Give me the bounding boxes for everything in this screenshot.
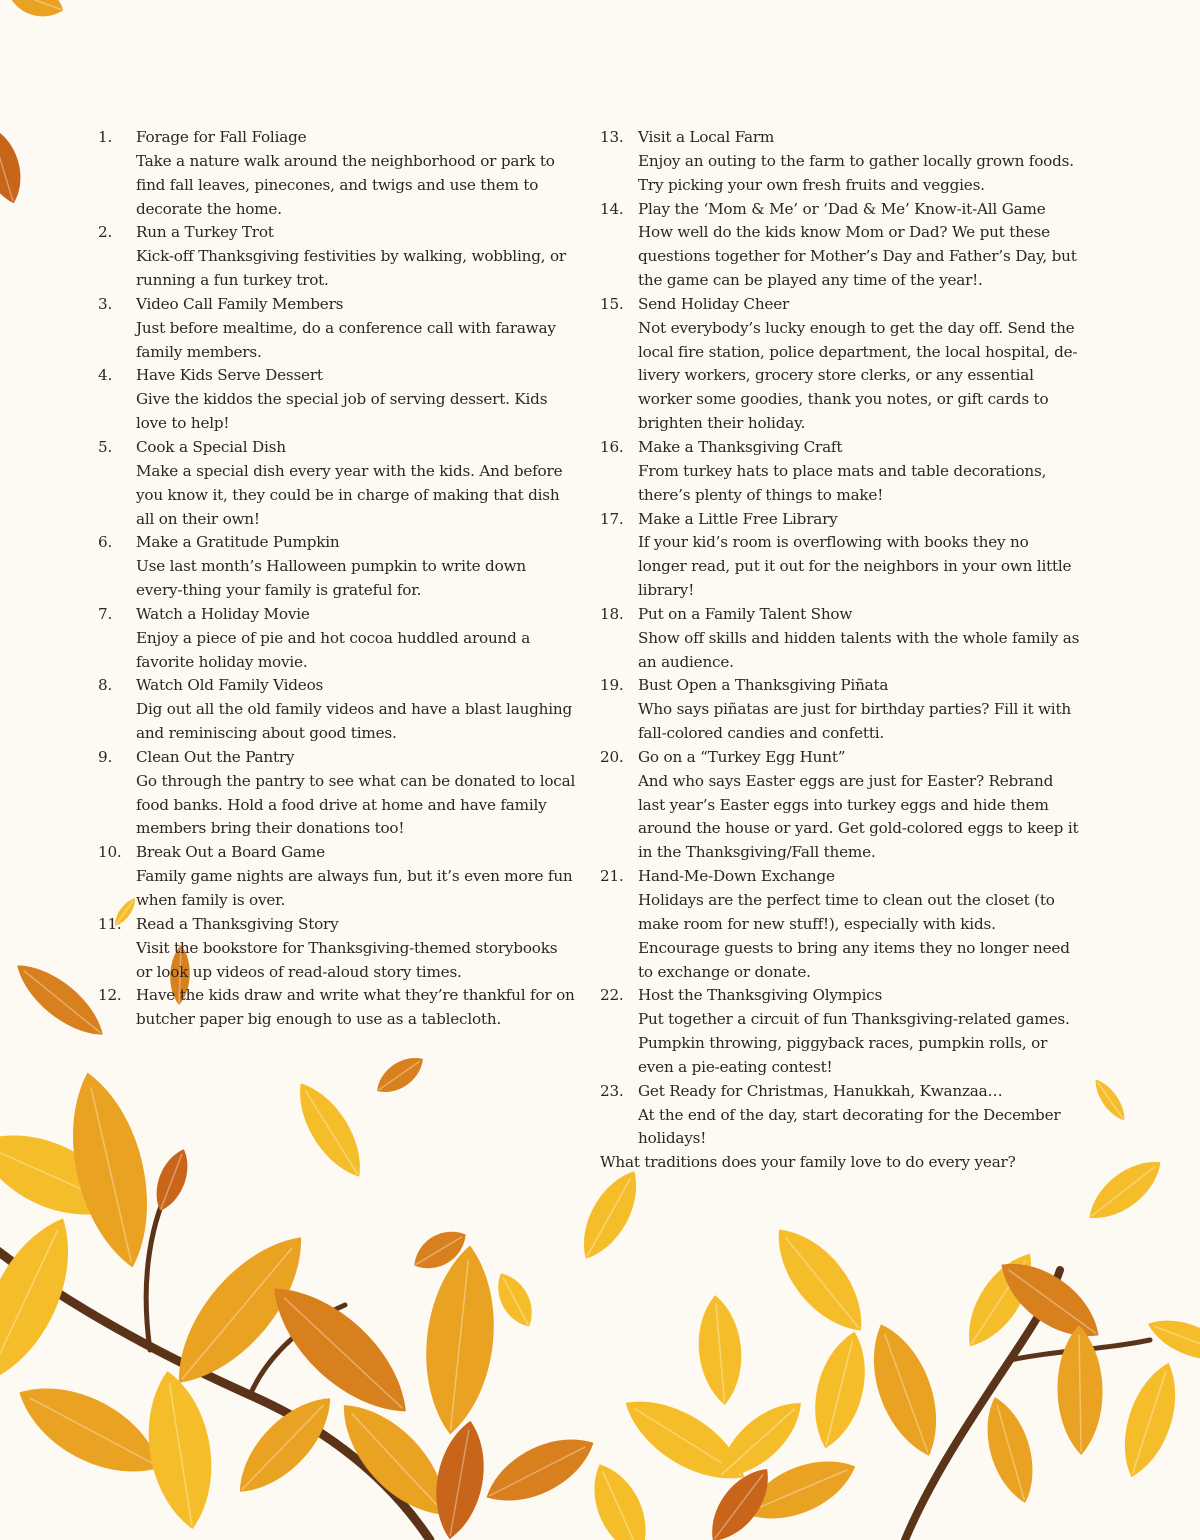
item-title: Have Kids Serve Dessert	[136, 366, 323, 385]
list-item	[600, 746, 1080, 865]
item-title: Hand-Me-Down Exchange	[638, 867, 835, 886]
item-title: Cook a Special Dish	[136, 437, 286, 456]
list-item	[98, 841, 576, 913]
item-body	[638, 674, 1080, 746]
list-item	[98, 746, 576, 841]
item-number: 6.	[98, 533, 113, 552]
item-description: Enjoy an outing to the farm to gather locally grown foods. Try picking your own fresh fruits and veggies.	[638, 151, 1074, 194]
item-number: 20.	[600, 747, 624, 766]
item-title: Visit a Local Farm	[638, 128, 775, 146]
item-description: Dig out all the old family videos and have a blast laughing and reminiscing about good times.	[136, 700, 573, 743]
list-item	[600, 293, 1080, 436]
item-description: Put together a circuit of fun Thanksgiving-related games. Pumpkin throwing, piggyback races, pumpkin rolls, or even a pie-eating contest!	[638, 1010, 1070, 1076]
item-title: Host the Thanksgiving Olympics	[638, 986, 883, 1005]
item-title: Video Call Family Members	[136, 294, 344, 313]
item-title: Make a Gratitude Pumpkin	[136, 533, 340, 552]
item-number: 5.	[98, 437, 113, 456]
item-title: Go on a “Turkey Egg Hunt”	[638, 747, 846, 766]
item-body	[136, 364, 576, 436]
item-description: Kick-off Thanksgiving festivities by walking, wobbling, or running a fun turkey trot.	[136, 247, 566, 290]
item-number: 23.	[600, 1081, 624, 1100]
item-body	[136, 436, 576, 531]
closing-question: What traditions does your family love to do every year?	[600, 1153, 1016, 1172]
list-item	[600, 508, 1080, 603]
item-body	[638, 1080, 1080, 1152]
item-description: How well do the kids know Mom or Dad? We put these questions together for Mother’s Day and Father’s Day, but the game can be played any time of the year!.	[638, 223, 1077, 290]
leaf-icon	[224, 1383, 347, 1508]
item-title: Make a Little Free Library	[638, 509, 838, 528]
list-item	[98, 364, 576, 436]
list-item	[98, 913, 576, 985]
item-body	[638, 126, 1080, 198]
leaf-icon	[857, 1316, 953, 1465]
leaf-icon	[570, 1163, 650, 1268]
item-description: Holidays are the perfect time to clean out the closet (to make room for new stuff!), especially with kids. Encourage guests to bring any items they no longer need to exchange or donate.	[638, 891, 1070, 981]
leaf-icon	[148, 1145, 195, 1216]
item-number: 14.	[600, 199, 624, 218]
list-item	[98, 531, 576, 603]
item-title: Watch Old Family Videos	[136, 676, 324, 695]
left-column	[98, 126, 576, 1032]
item-number: 11.	[98, 914, 122, 933]
item-number: 17.	[600, 509, 624, 528]
item-body	[638, 865, 1080, 984]
item-number: 1.	[98, 128, 113, 146]
leaf-icon	[370, 1049, 430, 1101]
leaf-icon	[0, 1205, 92, 1395]
item-title: Have the kids draw and write what they’re thankful for on butcher paper big enough to use as a tablecloth.	[136, 986, 575, 1029]
item-title: Read a Thanksgiving Story	[136, 914, 339, 933]
list-item	[600, 198, 1080, 293]
item-description: Visit the bookstore for Thanksgiving-themed storybooks or look up videos of read-aloud story times.	[136, 938, 558, 981]
item-number: 19.	[600, 676, 624, 695]
item-description: Just before mealtime, do a conference call with faraway family members.	[136, 318, 556, 361]
item-number: 2.	[98, 223, 113, 242]
item-title: Clean Out the Pantry	[136, 747, 295, 766]
leaf-icon	[1090, 1075, 1131, 1125]
item-body	[638, 603, 1080, 675]
list-item	[98, 126, 576, 221]
item-body	[638, 746, 1080, 865]
item-description: At the end of the day, start decorating for the December holidays!	[638, 1105, 1061, 1148]
item-number: 18.	[600, 604, 624, 623]
item-description: Make a special dish every year with the kids. And before you know it, they could be in charge of making that dish all on their own!	[136, 461, 563, 528]
item-number: 12.	[98, 986, 122, 1005]
item-body	[136, 603, 576, 675]
item-body	[136, 841, 576, 913]
list-item	[98, 674, 576, 746]
item-description: Enjoy a piece of pie and hot cocoa huddled around a favorite holiday movie.	[136, 628, 531, 671]
list-item	[600, 436, 1080, 508]
leaf-icon	[286, 1074, 375, 1186]
list-item	[98, 436, 576, 531]
item-title: Play the ‘Mom & Me’ or ‘Dad & Me’ Know-it-All Game	[638, 199, 1046, 218]
item-body	[136, 293, 576, 365]
item-number: 8.	[98, 676, 113, 695]
leaf-icon	[760, 1214, 879, 1345]
item-title: Make a Thanksgiving Craft	[638, 437, 843, 456]
leaf-icon	[0, 122, 29, 208]
item-description: If your kid’s room is overflowing with books they no longer read, put it out for the neighbors in your own little library!	[638, 533, 1072, 600]
item-body	[136, 984, 576, 1032]
item-body	[136, 126, 576, 221]
item-body	[136, 674, 576, 746]
item-body	[638, 508, 1080, 603]
leaf-icon	[489, 1267, 541, 1333]
item-body	[638, 436, 1080, 508]
item-number: 13.	[600, 128, 624, 146]
item-title: Get Ready for Christmas, Hanukkah, Kwanzaa…	[638, 1081, 1003, 1100]
item-description: Who says piñatas are just for birthday parties? Fill it with fall-colored candies and confetti.	[638, 700, 1071, 743]
leaf-icon	[2, 0, 69, 24]
item-title: Break Out a Board Game	[136, 843, 325, 862]
leaf-icon	[476, 1423, 603, 1518]
item-body	[136, 531, 576, 603]
item-description: Show off skills and hidden talents with the whole family as an audience.	[638, 628, 1080, 671]
item-description: Give the kiddos the special job of serving dessert. Kids love to help!	[136, 390, 548, 433]
item-title: Forage for Fall Foliage	[136, 128, 307, 146]
item-title: Send Holiday Cheer	[638, 294, 790, 313]
right-column	[600, 126, 1080, 1175]
leaf-icon	[694, 1293, 745, 1406]
item-number: 21.	[600, 867, 624, 886]
item-body	[638, 293, 1080, 436]
list-item	[98, 603, 576, 675]
item-body	[136, 913, 576, 985]
item-body	[136, 746, 576, 841]
leaf-icon	[417, 1242, 502, 1438]
item-description: Use last month’s Halloween pumpkin to write down every-thing your family is grateful for.	[136, 557, 526, 600]
list-item	[600, 865, 1080, 984]
item-number: 16.	[600, 437, 624, 456]
item-title: Run a Turkey Trot	[136, 223, 274, 242]
list-item	[600, 674, 1080, 746]
leaf-icon	[1079, 1149, 1170, 1230]
item-number: 7.	[98, 604, 113, 623]
item-body	[136, 221, 576, 293]
item-title: Bust Open a Thanksgiving Piñata	[638, 676, 889, 695]
list-item	[600, 603, 1080, 675]
item-number: 9.	[98, 747, 113, 766]
list-item	[98, 984, 576, 1032]
item-description: Family game nights are always fun, but it’s even more fun when family is over.	[136, 867, 573, 909]
leaf-icon	[804, 1326, 877, 1453]
item-body	[638, 198, 1080, 293]
item-number: 22.	[600, 986, 624, 1005]
item-description: And who says Easter eggs are just for Easter? Rebrand last year’s Easter eggs into turkey eggs and hide them around the house or yard. Get gold-colored eggs to keep it in the Thanksgiving/Fall theme.	[638, 771, 1079, 862]
item-description: From turkey hats to place mats and table decorations, there’s plenty of things to make!	[638, 461, 1047, 504]
leaf-icon	[1056, 1325, 1103, 1456]
leaf-icon	[976, 1392, 1044, 1508]
item-title: Put on a Family Talent Show	[638, 604, 853, 623]
item-title: Watch a Holiday Movie	[136, 604, 310, 623]
leaf-icon	[580, 1456, 659, 1540]
leaf-icon	[1111, 1356, 1188, 1483]
item-number: 4.	[98, 366, 113, 385]
list-item	[98, 221, 576, 293]
list-item	[600, 126, 1080, 198]
item-description: Go through the pantry to see what can be donated to local food banks. Hold a food drive at home and have family members bring their donations too!	[136, 771, 576, 838]
item-body	[638, 984, 1080, 1079]
item-number: 15.	[600, 294, 624, 313]
list-item	[600, 1080, 1080, 1152]
list-item	[98, 293, 576, 365]
item-description: Take a nature walk around the neighborhood or park to find fall leaves, pinecones, and twigs and use them to decorate the home.	[136, 151, 555, 218]
item-description: Not everybody’s lucky enough to get the day off. Send the local fire station, police department, the local hospital, de-livery workers, grocery store clerks, or any essential worker some goodies, thank you notes, or gift cards to brighten their holiday.	[638, 318, 1078, 433]
list-item	[600, 984, 1080, 1079]
item-number: 3.	[98, 294, 113, 313]
item-number: 10.	[98, 843, 122, 862]
leaf-icon	[138, 1366, 222, 1533]
